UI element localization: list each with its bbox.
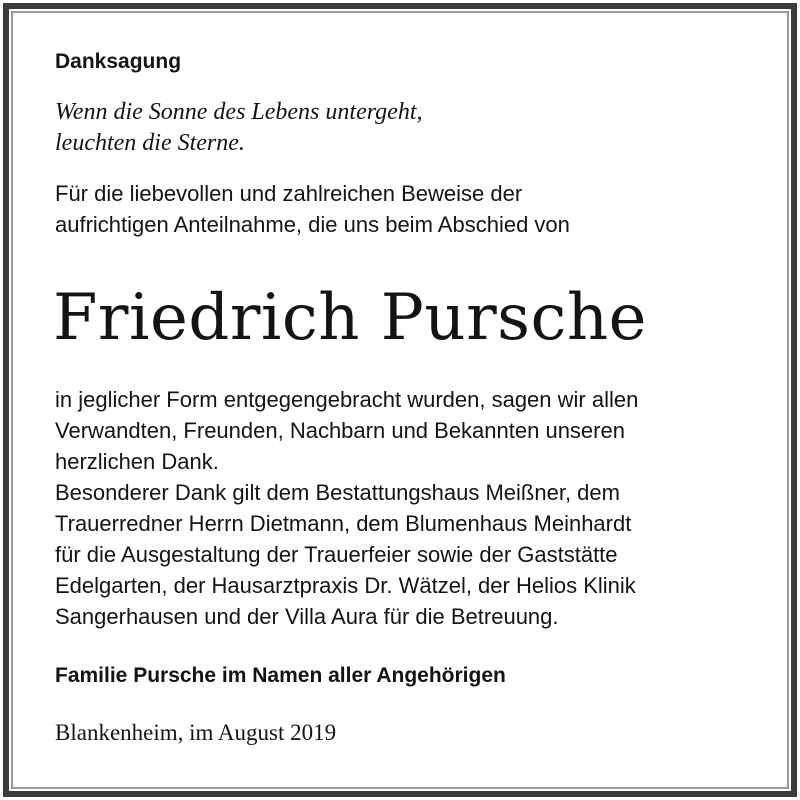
ad-heading: Danksagung [55, 50, 182, 73]
thanks-line: in jeglicher Form entgegengebracht wurden, sagen wir allen [55, 387, 639, 412]
place-date: Blankenheim, im August 2019 [55, 720, 337, 745]
thanks-line: Verwandten, Freunden, Nachbarn und Bekannten unseren [55, 418, 625, 443]
motto [55, 97, 775, 159]
thanks-line: Trauerredner Herrn Dietmann, dem Blumenhaus Meinhardt [55, 511, 632, 536]
thanks-line: herzlichen Dank. [55, 449, 219, 474]
intro-line: aufrichtigen Anteilnahme, die uns beim Abschied von [55, 212, 570, 237]
thanks-text [55, 384, 775, 632]
motto-line: Wenn die Sonne des Lebens untergeht, [55, 99, 423, 125]
intro-text [55, 178, 775, 240]
family-signature: Familie Pursche im Namen aller Angehörigen [55, 664, 506, 687]
thanks-line: Besonderer Dank gilt dem Bestattungshaus Meißner, dem [55, 480, 620, 505]
intro-line: Für die liebevollen und zahlreichen Beweise der [55, 181, 523, 206]
ad-content [55, 49, 775, 748]
thanks-line: für die Ausgestaltung der Trauerfeier sowie der Gaststätte [55, 542, 618, 567]
motto-line: leuchten die Sterne. [55, 130, 245, 156]
thanks-line: Edelgarten, der Hausarztpraxis Dr. Wätzel, der Helios Klinik [55, 573, 636, 598]
ad-frame [3, 3, 797, 797]
thanks-line: Sangerhausen und der Villa Aura für die Betreuung. [55, 604, 559, 629]
deceased-name: Friedrich Pursche [53, 281, 647, 355]
